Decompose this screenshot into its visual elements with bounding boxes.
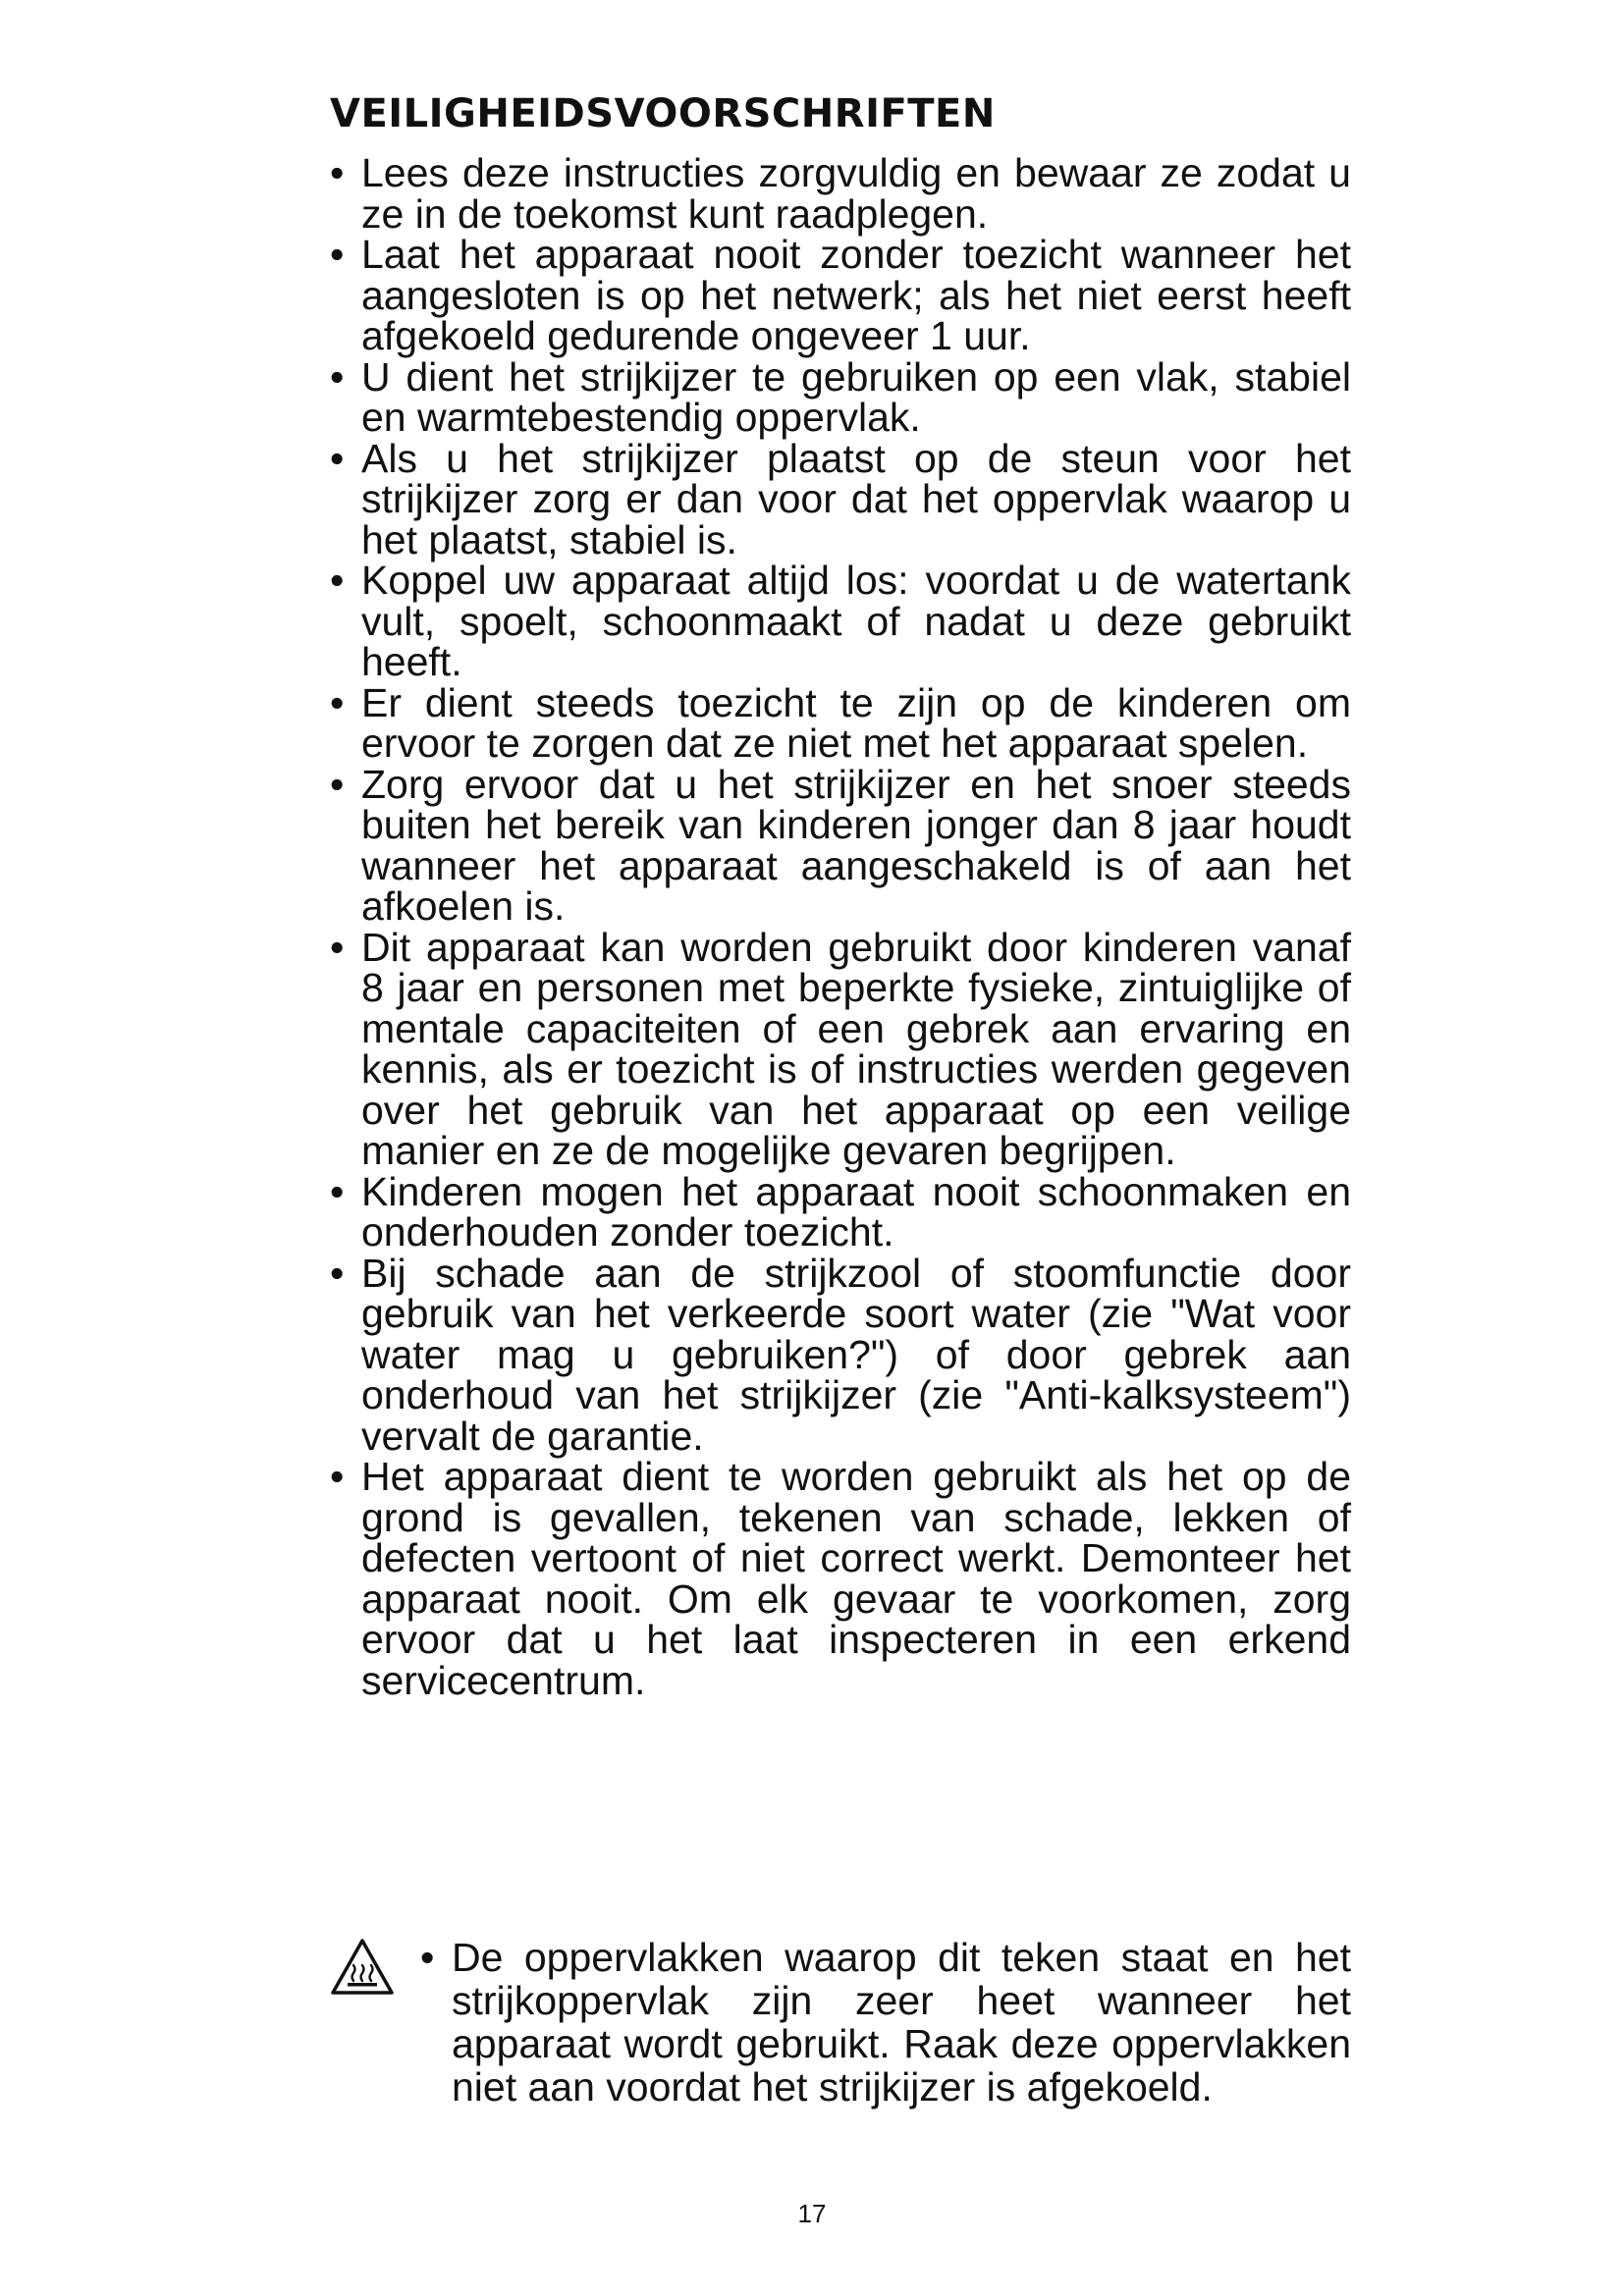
warning-text: De oppervlakken waarop dit teken staat en het strijkoppervlak zijn zeer heet wanneer het apparaat wordt gebruikt. Raak deze oppervlakken niet aan voordat het strijkijzer is afgekoeld. <box>452 1935 1351 2109</box>
list-item <box>330 761 1351 929</box>
list-item-text: Het apparaat dient te worden gebruikt als het op de grond is gevallen, tekenen van schade, lekken of defecten vertoont of niet correct werkt. Demonteer het apparaat nooit. Om elk gevaar te voorkomen, zorg ervoor dat u het laat inspecteren in een erkend servicecentrum. <box>361 1454 1351 1703</box>
hot-surface-warning-icon <box>330 1938 395 1997</box>
page-title: VEILIGHEIDSVOORSCHRIFTEN <box>330 91 996 136</box>
list-item-text: Bij schade aan de strijkzool of stoomfunctie door gebruik van het verkeerde soort water (zie "Wat voor water mag u gebruiken?") of door gebrek aan onderhoud van het strijkijzer (zie "Anti-kalksysteem") vervalt de garantie. <box>361 1250 1351 1459</box>
bullet: • <box>330 353 345 400</box>
bullet: • <box>330 1250 345 1296</box>
list-item <box>330 679 1351 766</box>
hot-surface-warning <box>330 1936 1351 2109</box>
list-item <box>330 924 1351 1173</box>
list-item-text: Lees deze instructies zorgvuldig en bewaar ze zodat u ze in de toekomst kunt raadplegen. <box>361 150 1351 237</box>
bullet: • <box>330 1168 345 1214</box>
safety-instructions-list <box>330 150 1351 1703</box>
list-item <box>330 150 1351 237</box>
list-item <box>330 353 1351 440</box>
list-item-text: Zorg ervoor dat u het strijkijzer en het snoer steeds buiten het bereik van kinderen jonger dan 8 jaar houdt wanneer het apparaat aangeschakeld is of aan het afkoelen is. <box>361 761 1351 929</box>
warning-text-block <box>420 1936 1351 2109</box>
list-item-text: Laat het apparaat nooit zonder toezicht wanneer het aangesloten is op het netwerk; als het niet eerst heeft afgekoeld gedurende ongeveer 1 uur. <box>361 232 1351 358</box>
bullet: • <box>330 761 345 807</box>
list-item <box>330 435 1351 562</box>
bullet: • <box>330 435 345 481</box>
list-item <box>330 1168 1351 1255</box>
bullet: • <box>420 1935 435 1980</box>
list-item <box>330 1250 1351 1459</box>
bullet: • <box>330 924 345 970</box>
bullet: • <box>330 1454 345 1499</box>
bullet: • <box>330 679 345 725</box>
list-item-text: Kinderen mogen het apparaat nooit schoonmaken en onderhouden zonder toezicht. <box>361 1168 1351 1255</box>
bullet: • <box>330 558 345 603</box>
list-item <box>330 558 1351 684</box>
list-item-text: Koppel uw apparaat altijd los: voordat u de watertank vult, spoelt, schoonmaakt of nadat u deze gebruikt heeft. <box>361 558 1351 684</box>
list-item-text: Er dient steeds toezicht te zijn op de kinderen om ervoor te zorgen dat ze niet met het apparaat spelen. <box>361 679 1351 766</box>
list-item-text: Als u het strijkijzer plaatst op de steun voor het strijkijzer zorg er dan voor dat het oppervlak waarop u het plaatst, stabiel is. <box>361 435 1351 562</box>
list-item-text: U dient het strijkijzer te gebruiken op een vlak, stabiel en warmtebestendig oppervlak. <box>361 353 1351 440</box>
list-item-text: Dit apparaat kan worden gebruikt door kinderen vanaf 8 jaar en personen met beperkte fysieke, zintuiglijke of mentale capaciteiten of een gebrek aan ervaring en kennis, als er toezicht is of instructies werden gegeven over het gebruik van het apparaat op een veilige manier en ze de mogelijke gevaren begrijpen. <box>361 924 1351 1173</box>
bullet: • <box>330 232 345 277</box>
list-item <box>330 232 1351 358</box>
page-number: 17 <box>797 2199 827 2228</box>
list-item <box>330 1454 1351 1703</box>
bullet: • <box>330 150 345 195</box>
